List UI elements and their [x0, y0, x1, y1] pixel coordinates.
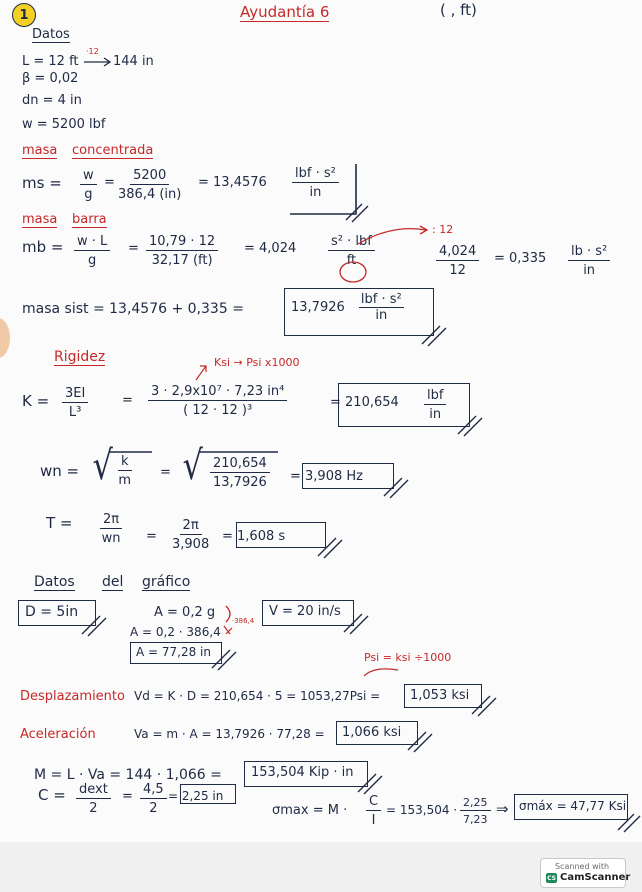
wn-frac1-den: m	[118, 473, 132, 488]
sigma-arrow: ⇒	[496, 800, 509, 818]
mb-frac2-den: 32,17 (ft)	[151, 253, 213, 268]
k-hatch	[458, 416, 482, 436]
camscanner-logo-text: CS	[547, 874, 556, 882]
masa-barra-conv-note: : 12	[432, 223, 454, 236]
wn-result: = 3,908 Hz	[290, 469, 363, 484]
k-eq: =	[122, 393, 133, 408]
length-arrow	[84, 58, 110, 66]
a-hatch	[212, 650, 236, 670]
length-inches: 144 in	[113, 54, 154, 69]
v-hatch	[344, 614, 368, 634]
page-title: Ayudantía 6	[240, 3, 330, 21]
mb-frac2-num: 10,79 · 12	[146, 234, 218, 251]
ms-result-bracket	[290, 164, 356, 214]
sigma-result: σmáx = 47,77 Ksi	[519, 799, 627, 813]
aceleracion-eq: Va = m · A = 13,7926 · 77,28 =	[134, 727, 325, 741]
weight-value: w = 5200 lbf	[22, 117, 106, 132]
period-lhs: T =	[46, 514, 73, 532]
scanned-with-text: Scanned with	[555, 862, 610, 871]
ms-unit-num: lbf · s²	[292, 166, 339, 183]
period-frac2-den: 3,908	[172, 537, 210, 552]
mb-lhs: mb =	[22, 238, 64, 256]
mb-frac3-num: 4,024	[436, 244, 479, 261]
rigidez-heading: Rigidez	[54, 349, 106, 365]
k-frac2-num: 3 · 2,9x10⁷ · 7,23 in⁴	[148, 384, 287, 401]
mb-result: = 4,024	[244, 241, 297, 256]
aceleracion-label: Aceleración	[20, 727, 96, 742]
conv-arrow	[358, 229, 426, 244]
mb-unit-den: ft	[346, 253, 357, 268]
acceleration-value-3: A = 77,28 in	[136, 645, 211, 659]
ms-unit-den: in	[309, 185, 322, 200]
desplazamiento-eq: Vd = K · D = 210,654 · 5 = 1053,27Psi =	[134, 689, 381, 703]
c-result: = 2,25 in	[168, 789, 224, 803]
desplazamiento-arrow	[364, 669, 398, 676]
a-arrow	[224, 626, 232, 634]
sigma-hatch	[618, 814, 640, 832]
masa-sist-unit-num: lbf · s²	[360, 292, 402, 307]
camscanner-logo-icon	[546, 873, 557, 883]
rigidez-note: Ksi → Psi x1000	[214, 356, 300, 369]
mb-eq: =	[128, 241, 139, 256]
masa-sist-lhs: masa sist = 13,4576 + 0,335 =	[22, 301, 244, 317]
mb-result-2: = 0,335	[494, 251, 547, 266]
mb-unit2-num: lb · s²	[568, 244, 610, 261]
period-hatch	[318, 538, 342, 558]
ft-circle	[340, 262, 366, 282]
mb-unit-num: s² · lbf	[328, 234, 375, 251]
k-result: = 210,654	[330, 395, 399, 410]
wn-frac2-den: 13,7926	[213, 475, 267, 490]
k-unit-den: in	[429, 407, 442, 422]
k-frac1-den: L³	[68, 405, 82, 420]
sigma-frac2-den: 7,23	[463, 813, 488, 826]
desplazamiento-label: Desplazamiento	[20, 689, 125, 704]
units-note: ( , ft)	[440, 1, 477, 19]
datos-heading: Datos	[32, 27, 70, 42]
ms-lhs: ms =	[22, 174, 62, 192]
k-lhs: K =	[22, 392, 50, 410]
period-frac1-num: 2π	[100, 512, 122, 529]
length-value: L = 12 ft	[22, 54, 79, 69]
problem-number: 1	[19, 7, 29, 23]
ms-frac1-den: g	[84, 187, 93, 202]
dn-value: dn = 4 in	[22, 93, 82, 108]
momento-hatch	[358, 774, 382, 794]
acceleration-value-2: A = 0,2 · 386,4	[130, 625, 221, 639]
masa-sist-result: 13,7926	[291, 300, 345, 315]
sigma-frac2-num: 2,25	[460, 796, 491, 811]
sigma-frac1-num: C	[366, 794, 381, 811]
mb-unit2-den: in	[583, 263, 596, 278]
mb-frac3-den: 12	[449, 263, 466, 278]
k-frac1-num: 3EI	[62, 386, 88, 403]
c-frac1-num: dext	[76, 782, 111, 799]
c-frac2-num: 4,5	[140, 782, 167, 799]
wn-eq: =	[160, 465, 171, 480]
wn-hatch	[384, 478, 408, 498]
d-value: D = 5in	[25, 604, 79, 620]
masa-concentrada-heading-2: concentrada	[72, 143, 154, 158]
rigidez-arrow	[196, 366, 206, 380]
desplazamiento-note: Psi = ksi ÷1000	[364, 651, 452, 664]
ms-hatch	[346, 204, 368, 222]
grafico-heading-1: Datos	[34, 574, 75, 590]
c-frac1-den: 2	[89, 801, 98, 816]
velocity-value: V = 20 in/s	[269, 604, 341, 619]
masa-barra-heading-2: barra	[72, 212, 107, 227]
camscanner-badge	[540, 858, 631, 888]
sigma-frac1-den: I	[371, 813, 376, 828]
c-lhs: C =	[38, 786, 66, 804]
masa-sist-unit-den: in	[375, 308, 388, 323]
ms-frac2-den: 386,4 (in)	[118, 187, 182, 202]
grafico-heading-3: gráfico	[142, 574, 191, 590]
momento-eq: M = L · Va = 144 · 1,066 =	[34, 767, 222, 783]
mb-frac1-den: g	[88, 253, 97, 268]
desplazamiento-result: 1,053 ksi	[410, 688, 470, 703]
ms-result: = 13,4576	[198, 175, 267, 190]
period-result: = 1,608 s	[222, 529, 286, 544]
mb-frac1-num: w · L	[74, 234, 110, 251]
acceleration-conversion-note: ·386,4	[232, 617, 255, 625]
ms-frac1-num: w	[80, 168, 97, 185]
beta-value: β = 0,02	[22, 71, 79, 86]
desplazamiento-hatch	[472, 696, 496, 716]
masa-concentrada-heading-1: masa	[22, 143, 58, 158]
acceleration-value-1: A = 0,2 g	[154, 605, 216, 620]
wn-lhs: wn =	[40, 462, 80, 480]
period-eq: =	[146, 529, 157, 544]
wn-frac1-num: k	[118, 454, 132, 471]
k-frac2-den: ( 12 · 12 )³	[183, 403, 253, 418]
ms-frac2-num: 5200	[130, 168, 169, 185]
d-hatch	[82, 616, 106, 636]
wn-frac2-num: 210,654	[210, 456, 270, 473]
grafico-heading-2: del	[102, 574, 124, 590]
period-frac1-den: wn	[101, 531, 121, 546]
a-bracket	[226, 606, 230, 622]
sqrt-symbol-2: √	[182, 443, 203, 489]
aceleracion-result: 1,066 ksi	[342, 725, 402, 740]
aceleracion-hatch	[408, 732, 432, 752]
k-unit-num: lbf	[424, 388, 446, 405]
masa-barra-heading-1: masa	[22, 212, 58, 227]
sigma-eq: = 153,504 ·	[386, 803, 458, 817]
period-frac2-num: 2π	[180, 518, 202, 535]
camscanner-name: CamScanner	[560, 872, 631, 883]
c-eq: =	[122, 789, 133, 804]
momento-result: 153,504 Kip · in	[251, 765, 354, 780]
sqrt-symbol-1: √	[92, 443, 113, 489]
masa-sist-hatch	[422, 326, 446, 346]
length-conversion: ·12	[86, 47, 99, 56]
ms-eq: =	[104, 175, 115, 190]
c-frac2-den: 2	[149, 801, 158, 816]
sigma-lhs: σmax = M ·	[272, 803, 348, 818]
